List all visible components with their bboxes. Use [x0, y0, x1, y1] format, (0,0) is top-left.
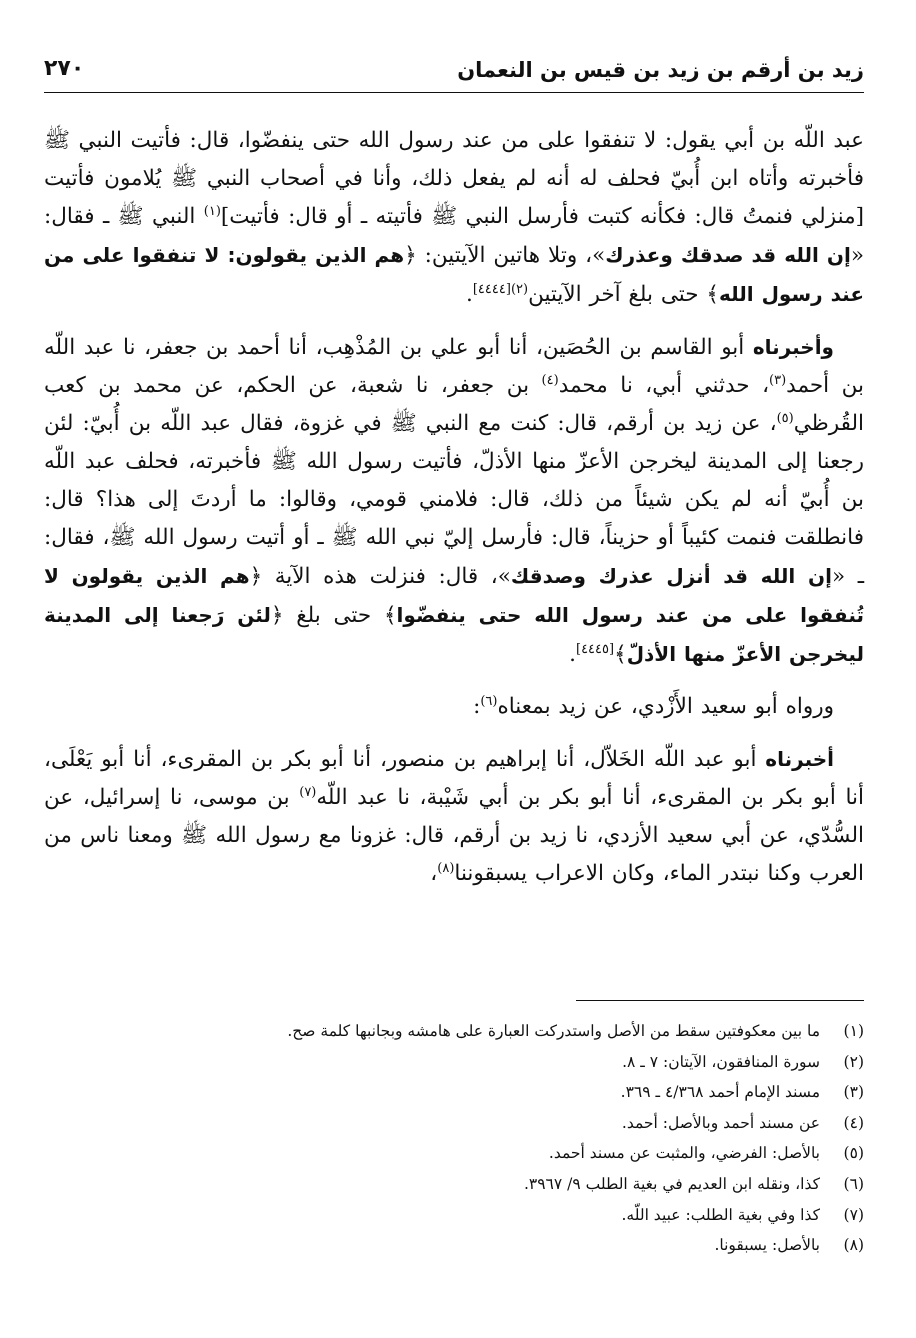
- hadith-number: [٤٤٤٥]: [575, 641, 615, 657]
- text-span: .: [569, 642, 576, 667]
- isnad-lead: وأخبرناه: [752, 335, 834, 359]
- text-span: ﴾: [614, 642, 627, 667]
- text-span: .: [466, 282, 473, 307]
- text-span: بن موسى، نا إسرائيل، عن السُّدّي، عن أبي سعيد الأزدي، نا زيد بن أرقم، قال: غزونا مع رسول الله ﷺ ومعنا ناس من العرب وكنا نبتدر الماء، وكان الاعراب يسبقوننا: [44, 785, 864, 886]
- paragraph-4: [44, 740, 864, 893]
- footnote-text: مسند الإمام أحمد ٤/٣٦٨ ـ ٣٦٩.: [620, 1083, 820, 1102]
- text-span: :: [473, 694, 481, 719]
- footnote-number: (١): [843, 1022, 864, 1040]
- paragraph-3: [44, 688, 864, 726]
- footnote-text: كذا وفي بغية الطلب: عبيد اللّه.: [621, 1205, 820, 1224]
- paragraph-1: [44, 122, 864, 314]
- hadith-number: [٤٤٤٤]: [472, 281, 511, 297]
- footnote-text: سورة المنافقون، الآيتان: ٧ ـ ٨.: [622, 1052, 820, 1071]
- footnote-item: [60, 1077, 864, 1108]
- main-text: [44, 122, 864, 907]
- footnote-number: (٥): [843, 1144, 864, 1163]
- bold-quote: إن الله قد صدقك وعذرك: [605, 243, 851, 267]
- text-span: أبو القاسم بن الحُصَين، أنا أبو علي بن المُذْهِب، أنا أحمد بن جعفر، نا عبد اللّه بن أحمد: [44, 335, 864, 398]
- text-span: ﴾ حتى بلغ آخر الآيتين: [528, 282, 719, 307]
- isnad-lead: أخبرناه: [765, 747, 834, 771]
- footnote-text: كذا، ونقله ابن العديم في بغية الطلب ٩/ ٣٩٦٧.: [523, 1174, 820, 1193]
- paragraph-2: [44, 328, 864, 674]
- text-span: النبي ﷺ ـ فقال: «: [44, 204, 864, 268]
- footnote-number: (٤): [843, 1113, 864, 1132]
- bold-quote: إن الله قد أنزل عذرك وصدقك: [510, 564, 832, 588]
- text-span: ،: [430, 861, 438, 886]
- footnote-number: (٨): [843, 1236, 864, 1255]
- text-span: ﴾ حتى بلغ ﴿: [270, 603, 397, 628]
- footnote-marker-2[interactable]: (٢): [510, 281, 529, 297]
- text-span: ورواه أبو سعيد الأَزْدي، عن زيد بمعناه: [497, 694, 834, 719]
- footnote-marker-4[interactable]: (٤): [541, 372, 559, 388]
- footnote-text: بالأصل: الفرضي، والمثبت عن مسند أحمد.: [548, 1144, 820, 1163]
- footnote-marker-7[interactable]: (٧): [299, 784, 317, 800]
- footnote-marker-6[interactable]: (٦): [480, 693, 498, 709]
- footnote-item: [60, 1047, 864, 1078]
- text-span: أبو عبد اللّه الخَلاّل، أنا إبراهيم بن منصور، أنا أبو بكر بن المقرىء، أنا أبو يَعْلَى، أنا أبو بكر بن المقرىء، أنا أبو بكر بن أبي شَيْبة، نا عبد اللّه: [44, 747, 864, 810]
- footnote-number: (٣): [843, 1083, 864, 1102]
- footnote-item: [60, 1169, 864, 1200]
- footnote-number: (٢): [843, 1052, 864, 1071]
- quran-verse: لئن رَجعنا إلى المدينة ليخرجن الأعزّ منها الأذلّ: [44, 603, 864, 666]
- text-span: ، عن زيد بن أرقم، قال: كنت مع النبي ﷺ في غزوة، فقال عبد اللّه بن أُبيّ: لئن رجعنا إلى المدينة ليخرجن الأعزّ منها الأذلّ، فأتيت رسول الله ﷺ فأخبرته، فحلف عبد اللّه بن أُبيّ أنه لم يكن شيئاً من ذلك، قال: فلامني قومي، وقالوا: ما أردتَ إلى هذا؟ قال: فانطلقت فنمت كئيباً أو حزيناً، قال: فأرسل إليّ نبي الله ﷺ ـ أو أتيت رسول الله ﷺ، فقال: ـ «: [44, 411, 864, 589]
- page-header: [44, 52, 864, 93]
- quran-verse: هم الذين يقولون لا تُنفقوا على من عند رسول الله حتى ينفضّوا: [44, 564, 864, 627]
- footnote-text: عن مسند أحمد وبالأصل: أحمد.: [621, 1113, 820, 1132]
- footnote-number: (٦): [843, 1174, 864, 1193]
- footnote-separator: [576, 1000, 864, 1001]
- footnotes-list: [60, 1016, 864, 1261]
- text-span: »، قال: فنزلت هذه الآية ﴿: [249, 564, 511, 589]
- footnote-marker-1[interactable]: (١): [203, 203, 221, 219]
- page-number: ٢٧٠: [44, 56, 85, 81]
- footnote-item: [60, 1230, 864, 1261]
- text-span: ، حدثني أبي، نا محمد: [558, 373, 770, 398]
- quran-verse: هم الذين يقولون: لا تنفقوا على من عند رسول الله: [44, 243, 864, 306]
- footnote-item: [60, 1138, 864, 1169]
- footnote-item: [60, 1200, 864, 1231]
- text-span: »، وتلا هاتين الآيتين: ﴿: [404, 243, 606, 268]
- footnote-marker-8[interactable]: (٨): [437, 860, 455, 876]
- running-title: زيد بن أرقم بن زيد بن قيس بن النعمان: [457, 58, 864, 82]
- footnote-marker-3[interactable]: (٣): [769, 372, 787, 388]
- text-span: بن جعفر، نا شعبة، عن الحكم، عن محمد بن كعب القُرظي: [44, 373, 864, 436]
- footnote-marker-5[interactable]: (٥): [776, 410, 794, 426]
- footnote-text: بالأصل: يسبقونا.: [714, 1236, 820, 1255]
- footnote-item: [60, 1016, 864, 1047]
- footnote-text: ما بين معكوفتين سقط من الأصل واستدركت العبارة على هامشه وبجانبها كلمة صح.: [287, 1022, 820, 1040]
- footnote-item: [60, 1108, 864, 1139]
- text-span: عبد اللّه بن أبي يقول: لا تنفقوا على من عند رسول الله حتى ينفضّوا، قال: فأتيت النبي ﷺ فأخبرته وأتاه ابن أُبيّ فحلف له أنه لم يفعل ذلك، وأنا في أصحاب النبي ﷺ يُلامون فأتيت [منزلي فنمتُ قال: فكأنه كتبت فأرسل النبي ﷺ فأتيته ـ أو قال: فأتيت]: [44, 128, 864, 229]
- footnote-number: (٧): [843, 1205, 864, 1224]
